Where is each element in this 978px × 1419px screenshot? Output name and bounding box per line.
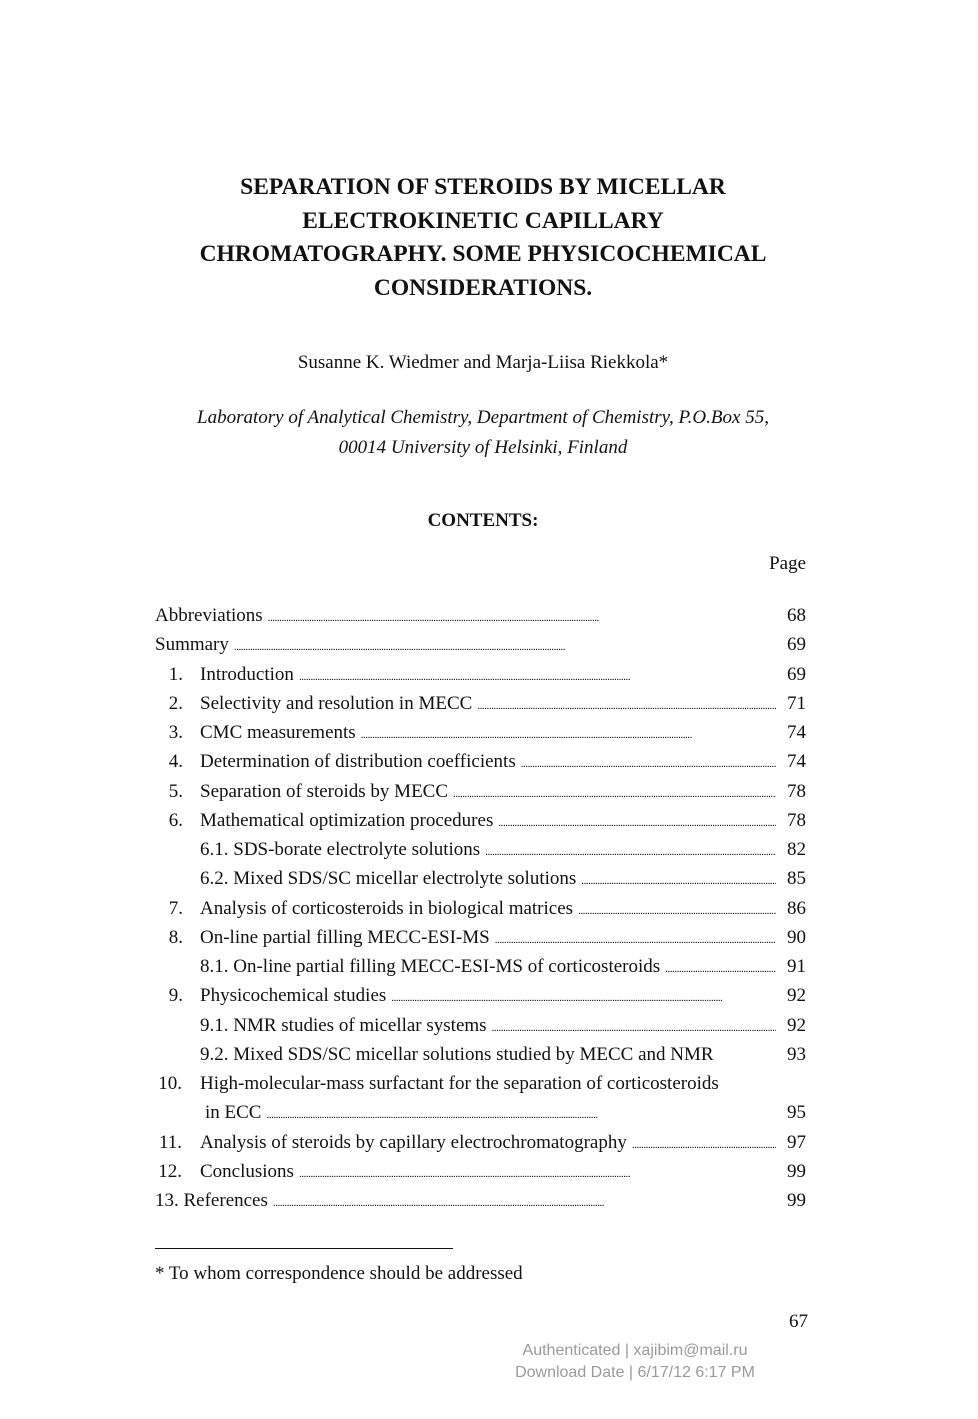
toc-row	[155, 660, 806, 689]
affiliation	[0, 403, 966, 463]
toc-leader	[361, 718, 776, 750]
toc-row	[155, 1040, 806, 1069]
toc-leader	[485, 835, 776, 867]
toc-entry	[155, 630, 776, 662]
toc-label: 13. References	[155, 1190, 268, 1211]
toc-entry	[200, 777, 776, 809]
footnote: * To whom correspondence should be addressed	[155, 1263, 523, 1284]
toc-label: 8.1. On-line partial filling MECC-ESI-MS of corticosteroids	[200, 956, 661, 977]
toc-number: 9.	[168, 985, 183, 1007]
toc-number: 6.	[168, 809, 183, 831]
toc-number: 8.	[168, 926, 183, 948]
toc-entry	[155, 601, 776, 633]
title-line: SEPARATION OF STEROIDS BY MICELLAR	[240, 174, 726, 200]
toc-entry	[200, 1157, 776, 1189]
toc-leader	[391, 981, 776, 1013]
toc-label: Mathematical optimization procedures	[200, 809, 494, 831]
toc-row	[155, 718, 806, 747]
toc-number: 12.	[158, 1160, 182, 1182]
toc-row	[155, 835, 806, 864]
toc-leader	[521, 747, 776, 779]
toc-label: Analysis of corticosteroids in biological matrices	[200, 897, 574, 919]
toc-label: 9.1. NMR studies of micellar systems	[200, 1014, 487, 1036]
toc-leader	[273, 1186, 776, 1218]
page-column-label: Page	[769, 553, 806, 574]
toc-label: Analysis of steroids by capillary electrochromatography	[200, 1131, 627, 1153]
toc-row	[155, 1157, 806, 1186]
toc-label: 6.2. Mixed SDS/SC micellar electrolyte solutions	[200, 868, 577, 890]
toc-entry	[200, 806, 776, 838]
authentication-line: Download Date | 6/17/12 6:17 PM	[515, 1364, 755, 1381]
toc-entry	[200, 894, 776, 926]
toc-number: 1.	[168, 663, 183, 685]
toc-label: Separation of steroids by MECC	[200, 780, 449, 802]
toc-entry	[200, 718, 776, 750]
authors: Susanne K. Wiedmer and Marja-Liisa Riekkola*	[297, 352, 669, 373]
toc-label: Abbreviations	[155, 605, 263, 626]
toc-row	[155, 894, 806, 923]
toc-row	[155, 864, 806, 893]
authentication-watermark	[460, 1340, 810, 1384]
toc-label: CMC measurements	[200, 722, 356, 743]
toc-row	[155, 923, 806, 952]
toc-row	[155, 689, 806, 718]
toc-row	[155, 1069, 806, 1098]
toc-leader	[266, 1098, 776, 1130]
toc-number: 11.	[158, 1131, 182, 1153]
toc-leader	[495, 923, 776, 955]
toc-label: Introduction	[200, 663, 294, 685]
affiliation-line: Laboratory of Analytical Chemistry, Department of Chemistry, P.O.Box 55,	[197, 407, 769, 428]
toc-page: 91	[787, 956, 806, 977]
toc-leader	[581, 864, 776, 896]
toc-leader	[268, 601, 776, 633]
toc-page: 71	[787, 692, 806, 714]
toc-page: 93	[787, 1043, 806, 1065]
toc-label: Physicochemical studies	[200, 985, 387, 1007]
toc-leader	[477, 689, 776, 721]
toc-entry	[200, 747, 776, 779]
toc-entry	[200, 1040, 776, 1069]
title-line: ELECTROKINETIC CAPILLARY	[302, 207, 664, 234]
toc-page: 95	[787, 1102, 806, 1124]
toc-label: Selectivity and resolution in MECC	[200, 692, 473, 714]
toc-entry	[205, 1098, 776, 1130]
toc-entry	[200, 923, 776, 955]
toc-entry	[200, 864, 776, 896]
toc-label: Summary	[155, 634, 229, 656]
toc-page: 99	[787, 1160, 806, 1182]
toc-entry	[200, 660, 776, 692]
toc-number: 7.	[168, 897, 183, 919]
footnote-rule	[155, 1248, 453, 1249]
toc-label: 9.2. Mixed SDS/SC micellar solutions studied by MECC and NMR	[200, 1043, 714, 1065]
toc-leader	[234, 630, 776, 662]
toc-row	[155, 1186, 806, 1215]
toc-page: 68	[787, 605, 806, 626]
toc-row	[155, 1098, 806, 1127]
toc-entry	[155, 1186, 776, 1218]
toc-page: 78	[787, 809, 806, 831]
toc-entry	[200, 952, 776, 984]
toc-page: 74	[787, 722, 806, 743]
toc-leader	[492, 1011, 776, 1043]
toc-entry	[200, 835, 776, 867]
toc-leader	[299, 1157, 776, 1189]
toc-row	[155, 777, 806, 806]
affiliation-line: 00014 University of Helsinki, Finland	[338, 437, 628, 458]
title-line: CONSIDERATIONS.	[373, 274, 593, 301]
toc-row	[155, 747, 806, 776]
authentication-line: Authenticated | xajibim@mail.ru	[522, 1342, 748, 1359]
toc-label: Determination of distribution coefficients	[200, 751, 516, 773]
toc-page: 97	[787, 1131, 806, 1153]
toc-page: 86	[787, 897, 806, 919]
toc-page: 69	[787, 634, 806, 656]
toc-leader	[299, 660, 776, 692]
title-line: CHROMATOGRAPHY. SOME PHYSICOCHEMICAL	[199, 241, 767, 267]
toc-row	[155, 806, 806, 835]
toc-leader	[632, 1128, 776, 1160]
toc-leader	[665, 952, 776, 984]
toc-page: 99	[787, 1190, 806, 1211]
toc-leader	[498, 806, 776, 838]
toc-number: 4.	[168, 751, 183, 773]
toc-entry	[200, 1011, 776, 1043]
toc-page: 78	[787, 780, 806, 802]
toc-number: 3.	[168, 722, 183, 743]
toc-entry	[200, 1069, 776, 1098]
toc-page: 74	[787, 751, 806, 773]
article-title	[150, 171, 816, 305]
toc-entry	[200, 981, 776, 1013]
toc-label: High-molecular-mass surfactant for the separation of corticosteroids	[200, 1073, 719, 1094]
toc-page: 90	[787, 926, 806, 948]
toc-page: 92	[787, 1014, 806, 1036]
toc-page: 92	[787, 985, 806, 1007]
toc-row	[155, 630, 806, 659]
toc-number: 10.	[158, 1073, 182, 1094]
toc-entry	[200, 689, 776, 721]
toc-number: 2.	[168, 692, 183, 714]
toc-label: Conclusions	[200, 1160, 294, 1182]
toc-leader	[453, 777, 776, 809]
toc-label: 6.1. SDS-borate electrolyte solutions	[200, 839, 481, 860]
toc-row	[155, 981, 806, 1010]
toc-page: 69	[787, 663, 806, 685]
toc-row	[155, 952, 806, 981]
toc-page: 82	[787, 839, 806, 860]
toc-label: in ECC	[205, 1102, 262, 1124]
toc-entry	[200, 1128, 776, 1160]
contents-heading: CONTENTS:	[427, 510, 539, 531]
table-of-contents	[155, 601, 806, 1215]
toc-row	[155, 601, 806, 630]
toc-leader	[578, 894, 776, 926]
toc-page: 85	[787, 868, 806, 890]
toc-label: On-line partial filling MECC-ESI-MS	[200, 926, 490, 948]
toc-number: 5.	[168, 780, 183, 802]
page-number: 67	[789, 1311, 808, 1332]
toc-row	[155, 1128, 806, 1157]
toc-row	[155, 1011, 806, 1040]
